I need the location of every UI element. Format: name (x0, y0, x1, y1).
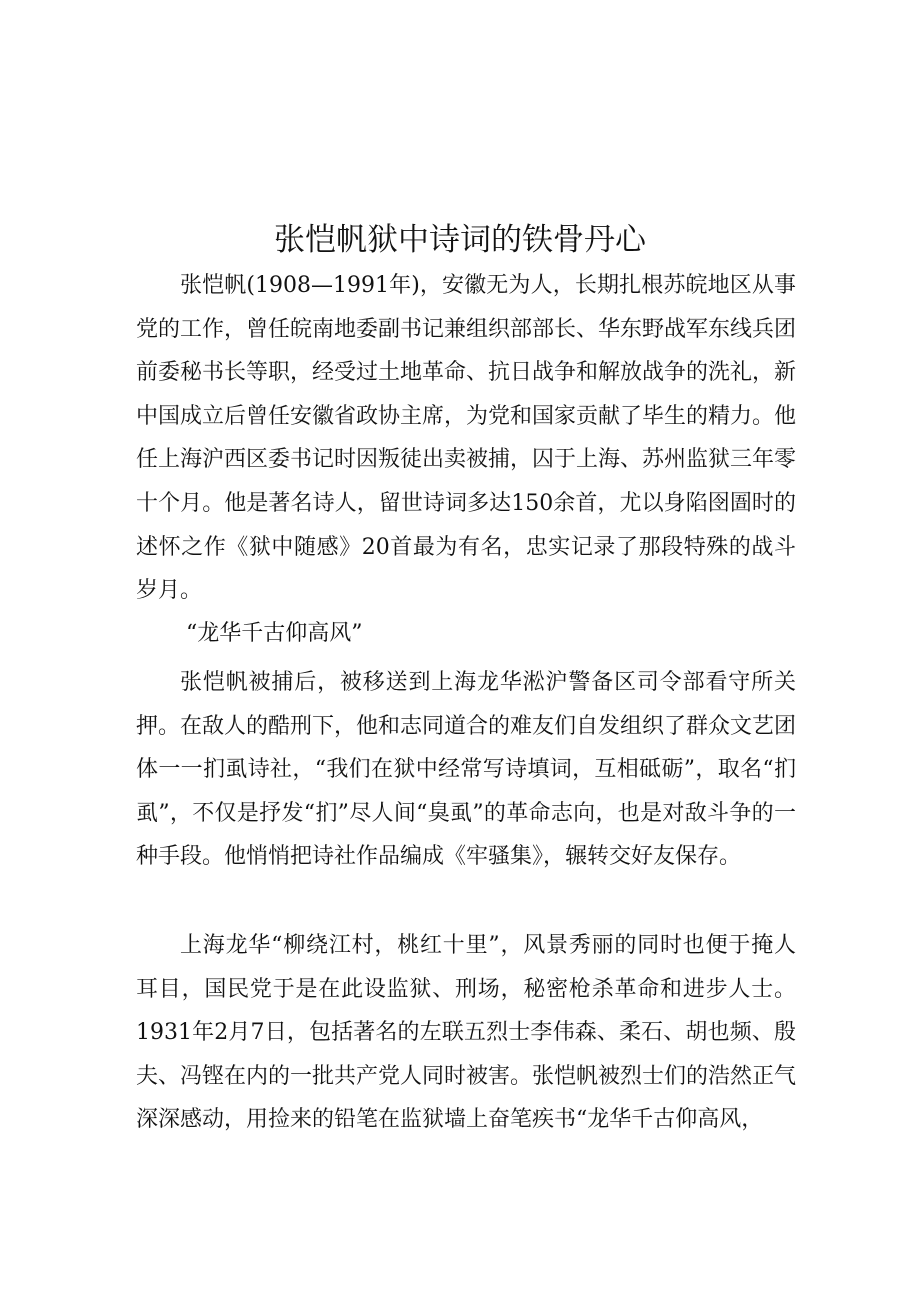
paragraph-intro: 张恺帆(1908—1991年)，安徽无为人，长期扎根苏皖地区从事党的工作，曾任皖南地委副书记兼组织部部长、华东野战军东线兵团前委秘书长等职，经受过土地革命、抗日战争和解放战争的洗礼，新中国成立后曾任安徽省政协主席，为党和国家贡献了毕生的精力。他任上海沪西区委书记时因叛徒出卖被捕，囚于上海、苏州监狱三年零十个月。他是著名诗人，留世诗词多达150余首，尤以身陷囹圄时的述怀之作《狱中随感》20首最为有名，忠实记录了那段特殊的战斗岁月。 (136, 273, 797, 604)
article-title: 张恺帆狱中诗词的铁骨丹心 (274, 222, 646, 258)
section-subheading: “龙华千古仰高风” (186, 621, 363, 646)
paragraph-longhua: 上海龙华“柳绕江村，桃红十里”，风景秀丽的同时也便于掩人耳目，国民党于是在此设监狱、刑场，秘密枪杀革命和进步人士。1931年2月7日，包括著名的左联五烈士李伟森、柔石、胡也频、殷夫、冯铿在内的一批共产党人同时被害。张恺帆被烈士们的浩然正气深深感动，用捡来的铅笔在监狱墙上奋笔疾书“龙华千古仰高风， (136, 933, 797, 1133)
paragraph-poetry-society: 张恺帆被捕后，被移送到上海龙华淞沪警备区司令部看守所关押。在敌人的酷刑下，他和志同道合的难友们自发组织了群众文艺团体一一扪虱诗社，“我们在狱中经常写诗填词，互相砥砺”，取名“扪虱”，不仅是抒发“扪”尽人间“臭虱”的革命志向，也是对敌斗争的一种手段。他悄悄把诗社作品编成《牢骚集》，辗转交好友保存。 (136, 670, 797, 870)
